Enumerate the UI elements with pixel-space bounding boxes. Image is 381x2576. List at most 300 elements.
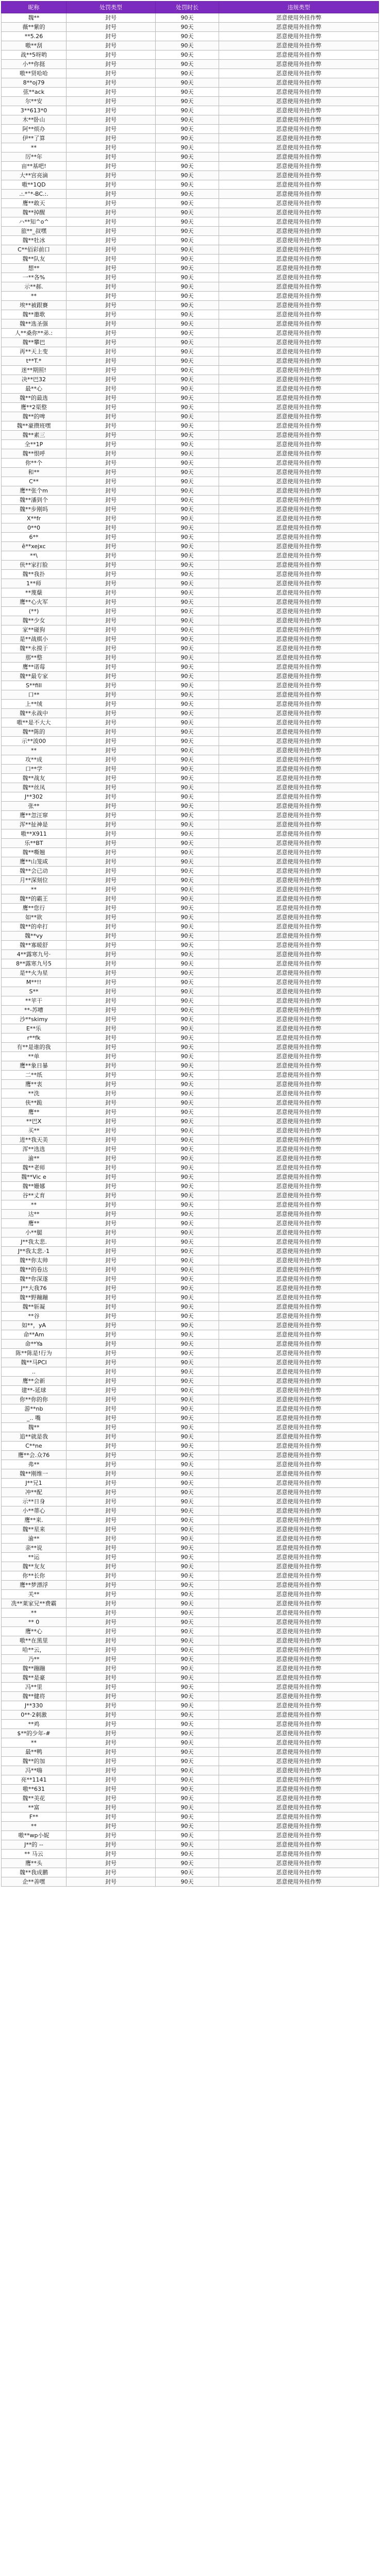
table-row <box>2 125 379 134</box>
cell-violation-type: 恶意使用外挂作弊 <box>219 542 379 551</box>
cell-violation-type: 恶意使用外挂作弊 <box>219 1553 379 1562</box>
cell-penalty-type: 封号 <box>67 681 156 690</box>
cell-penalty-type: 封号 <box>67 125 156 134</box>
cell-violation-type: 恶意使用外挂作弊 <box>219 765 379 774</box>
cell-penalty-duration: 90天 <box>156 60 219 69</box>
cell-violation-type: 恶意使用外挂作弊 <box>219 644 379 653</box>
cell-penalty-type: 封号 <box>67 1701 156 1710</box>
cell-penalty-type: 封号 <box>67 1080 156 1089</box>
cell-penalty-type: 封号 <box>67 1173 156 1182</box>
cell-nickname: 魏**的啤 <box>2 412 67 421</box>
table-row <box>2 1163 379 1173</box>
cell-penalty-type: 封号 <box>67 1033 156 1043</box>
cell-penalty-duration: 90天 <box>156 625 219 635</box>
cell-violation-type: 恶意使用外挂作弊 <box>219 1302 379 1312</box>
cell-penalty-duration: 90天 <box>156 1534 219 1544</box>
cell-penalty-type: 封号 <box>67 1525 156 1534</box>
cell-penalty-type: 封号 <box>67 1024 156 1033</box>
cell-nickname: 鹰**会.众76 <box>2 1451 67 1460</box>
cell-nickname: 口** <box>2 690 67 700</box>
cell-penalty-type: 封号 <box>67 913 156 922</box>
cell-penalty-type: 封号 <box>67 134 156 143</box>
cell-nickname: M**!! <box>2 978 67 987</box>
cell-penalty-duration: 90天 <box>156 1145 219 1154</box>
cell-penalty-duration: 90天 <box>156 1757 219 1766</box>
cell-penalty-type: 封号 <box>67 1089 156 1098</box>
cell-penalty-duration: 90天 <box>156 1738 219 1748</box>
cell-penalty-duration: 90天 <box>156 1015 219 1024</box>
cell-penalty-duration: 90天 <box>156 32 219 41</box>
cell-penalty-type: 封号 <box>67 106 156 115</box>
cell-penalty-type: 封号 <box>67 1386 156 1395</box>
table-row <box>2 1748 379 1757</box>
cell-violation-type: 恶意使用外挂作弊 <box>219 1766 379 1775</box>
cell-violation-type: 恶意使用外挂作弊 <box>219 1442 379 1451</box>
cell-penalty-duration: 90天 <box>156 1562 219 1571</box>
cell-violation-type: 恶意使用外挂作弊 <box>219 1748 379 1757</box>
cell-penalty-type: 封号 <box>67 922 156 931</box>
cell-nickname: 小**腿 <box>2 1228 67 1238</box>
cell-penalty-type: 封号 <box>67 1785 156 1794</box>
table-row <box>2 50 379 60</box>
cell-violation-type: 恶意使用外挂作弊 <box>219 1210 379 1219</box>
cell-violation-type: 恶意使用外挂作弊 <box>219 1033 379 1043</box>
cell-violation-type: 恶意使用外挂作弊 <box>219 672 379 681</box>
cell-nickname: J**330 <box>2 1701 67 1710</box>
cell-violation-type: 恶意使用外挂作弊 <box>219 403 379 412</box>
cell-nickname: J**我太悲.·1 <box>2 1247 67 1256</box>
cell-penalty-duration: 90天 <box>156 1191 219 1200</box>
cell-nickname: 迷**期照! <box>2 366 67 375</box>
table-row <box>2 421 379 431</box>
cell-violation-type: 恶意使用外挂作弊 <box>219 1729 379 1738</box>
cell-penalty-type: 封号 <box>67 746 156 755</box>
cell-violation-type: 恶意使用外挂作弊 <box>219 588 379 598</box>
cell-penalty-duration: 90天 <box>156 913 219 922</box>
table-row <box>2 1812 379 1822</box>
cell-penalty-type: 封号 <box>67 969 156 978</box>
cell-penalty-duration: 90天 <box>156 1377 219 1386</box>
cell-penalty-duration: 90天 <box>156 1720 219 1729</box>
cell-penalty-type: 封号 <box>67 1126 156 1136</box>
cell-penalty-type: 封号 <box>67 1284 156 1293</box>
cell-penalty-type: 封号 <box>67 292 156 301</box>
cell-violation-type: 恶意使用外挂作弊 <box>219 208 379 217</box>
table-row <box>2 996 379 1006</box>
table-row <box>2 1080 379 1089</box>
cell-penalty-type: 封号 <box>67 820 156 829</box>
cell-penalty-duration: 90天 <box>156 1460 219 1469</box>
table-row <box>2 217 379 227</box>
cell-penalty-type: 封号 <box>67 394 156 403</box>
cell-penalty-duration: 90天 <box>156 486 219 496</box>
cell-penalty-duration: 90天 <box>156 1571 219 1581</box>
table-row <box>2 616 379 625</box>
cell-penalty-duration: 90天 <box>156 106 219 115</box>
cell-nickname: J**302 <box>2 792 67 802</box>
cell-penalty-duration: 90天 <box>156 1414 219 1423</box>
table-row <box>2 1868 379 1877</box>
cell-penalty-duration: 90天 <box>156 162 219 171</box>
cell-nickname: 尔**安 <box>2 97 67 106</box>
cell-penalty-type: 封号 <box>67 41 156 50</box>
cell-penalty-type: 封号 <box>67 1822 156 1831</box>
cell-violation-type: 恶意使用外挂作弊 <box>219 1460 379 1469</box>
cell-violation-type: 恶意使用外挂作弊 <box>219 1775 379 1785</box>
table-row <box>2 329 379 338</box>
cell-penalty-duration: 90天 <box>156 1840 219 1850</box>
cell-penalty-type: 封号 <box>67 635 156 644</box>
table-row <box>2 227 379 236</box>
cell-nickname: 魏**的卷达 <box>2 1265 67 1275</box>
table-row <box>2 718 379 727</box>
table-row <box>2 1293 379 1302</box>
cell-penalty-duration: 90天 <box>156 1006 219 1015</box>
cell-violation-type: 恶意使用外挂作弊 <box>219 1247 379 1256</box>
cell-nickname: X**fr <box>2 514 67 523</box>
table-row <box>2 60 379 69</box>
header-row <box>2 2 379 13</box>
cell-penalty-duration: 90天 <box>156 1163 219 1173</box>
cell-nickname: 鹰**张个m <box>2 486 67 496</box>
cell-penalty-type: 封号 <box>67 987 156 996</box>
table-row <box>2 1608 379 1618</box>
cell-nickname: 陈**陈是!行为 <box>2 1349 67 1358</box>
table-row <box>2 1581 379 1590</box>
cell-violation-type: 恶意使用外挂作弊 <box>219 1404 379 1414</box>
cell-penalty-type: 封号 <box>67 217 156 227</box>
cell-nickname: 是**火为星 <box>2 969 67 978</box>
cell-violation-type: 恶意使用外挂作弊 <box>219 839 379 848</box>
cell-nickname: 魏**邀歌 <box>2 310 67 319</box>
cell-penalty-type: 封号 <box>67 1506 156 1516</box>
cell-violation-type: 恶意使用外挂作弊 <box>219 616 379 625</box>
cell-penalty-duration: 90天 <box>156 1775 219 1785</box>
cell-nickname: 魏**永战中 <box>2 709 67 718</box>
cell-penalty-type: 封号 <box>67 1571 156 1581</box>
cell-violation-type: 恶意使用外挂作弊 <box>219 635 379 644</box>
cell-violation-type: 恶意使用外挂作弊 <box>219 449 379 459</box>
cell-penalty-duration: 90天 <box>156 857 219 867</box>
cell-nickname: _.. 嘴 <box>2 1414 67 1423</box>
cell-penalty-type: 封号 <box>67 1219 156 1228</box>
cell-nickname: 侠**家打脸 <box>2 561 67 570</box>
cell-penalty-type: 封号 <box>67 737 156 746</box>
cell-penalty-type: 封号 <box>67 1163 156 1173</box>
cell-nickname: 哈**云， <box>2 1646 67 1655</box>
cell-penalty-type: 封号 <box>67 700 156 709</box>
table-row <box>2 570 379 579</box>
table-row <box>2 1117 379 1126</box>
table-row <box>2 1664 379 1673</box>
cell-penalty-duration: 90天 <box>156 273 219 282</box>
cell-violation-type: 恶意使用外挂作弊 <box>219 171 379 180</box>
cell-violation-type: 恶意使用外挂作弊 <box>219 477 379 486</box>
cell-penalty-type: 封号 <box>67 690 156 700</box>
table-row <box>2 1377 379 1386</box>
cell-penalty-type: 封号 <box>67 533 156 542</box>
cell-nickname: r**fk <box>2 1033 67 1043</box>
cell-penalty-duration: 90天 <box>156 811 219 820</box>
cell-nickname: J**的 -- <box>2 1840 67 1850</box>
cell-violation-type: 恶意使用外挂作弊 <box>219 273 379 282</box>
cell-nickname: 魏**友友 <box>2 1562 67 1571</box>
cell-penalty-duration: 90天 <box>156 1692 219 1701</box>
cell-nickname: J**我太悲. <box>2 1238 67 1247</box>
table-row <box>2 1071 379 1080</box>
cell-penalty-type: 封号 <box>67 329 156 338</box>
cell-nickname: ハ**知^o^ <box>2 217 67 227</box>
cell-penalty-duration: 90天 <box>156 1636 219 1646</box>
table-row <box>2 459 379 468</box>
cell-nickname: 最**心 <box>2 384 67 394</box>
cell-penalty-duration: 90天 <box>156 319 219 329</box>
cell-penalty-type: 封号 <box>67 1330 156 1340</box>
table-row <box>2 97 379 106</box>
cell-violation-type: 恶意使用外挂作弊 <box>219 468 379 477</box>
cell-violation-type: 恶意使用外挂作弊 <box>219 533 379 542</box>
cell-violation-type: 恶意使用外挂作弊 <box>219 1163 379 1173</box>
cell-violation-type: 恶意使用外挂作弊 <box>219 848 379 857</box>
cell-nickname: 进**我天美 <box>2 1136 67 1145</box>
cell-violation-type: 恶意使用外挂作弊 <box>219 1006 379 1015</box>
cell-nickname: ** <box>2 1608 67 1618</box>
cell-violation-type: 恶意使用外挂作弊 <box>219 1386 379 1395</box>
cell-penalty-type: 封号 <box>67 236 156 245</box>
cell-penalty-duration: 90天 <box>156 783 219 792</box>
cell-violation-type: 恶意使用外挂作弊 <box>219 1377 379 1386</box>
cell-violation-type: 恶意使用外挂作弊 <box>219 1534 379 1544</box>
cell-violation-type: 恶意使用外挂作弊 <box>219 421 379 431</box>
table-row <box>2 477 379 486</box>
cell-penalty-duration: 90天 <box>156 755 219 765</box>
table-row <box>2 681 379 690</box>
cell-violation-type: 恶意使用外挂作弊 <box>219 486 379 496</box>
cell-penalty-duration: 90天 <box>156 1117 219 1126</box>
cell-violation-type: 恶意使用外挂作弊 <box>219 236 379 245</box>
cell-violation-type: 恶意使用外挂作弊 <box>219 190 379 199</box>
table-row <box>2 1562 379 1571</box>
table-row <box>2 588 379 598</box>
cell-violation-type: 恶意使用外挂作弊 <box>219 264 379 273</box>
cell-nickname: 魏**掉醒 <box>2 208 67 217</box>
cell-violation-type: 恶意使用外挂作弊 <box>219 23 379 32</box>
cell-penalty-type: 封号 <box>67 468 156 477</box>
cell-violation-type: 恶意使用外挂作弊 <box>219 1590 379 1599</box>
cell-penalty-type: 封号 <box>67 1117 156 1126</box>
cell-nickname: 魏**我扑 <box>2 570 67 579</box>
cell-penalty-duration: 90天 <box>156 1516 219 1525</box>
cell-penalty-type: 封号 <box>67 1136 156 1145</box>
cell-penalty-duration: 90天 <box>156 1302 219 1312</box>
cell-penalty-duration: 90天 <box>156 412 219 421</box>
cell-violation-type: 恶意使用外挂作弊 <box>219 523 379 533</box>
cell-penalty-duration: 90天 <box>156 1293 219 1302</box>
table-row <box>2 1479 379 1488</box>
cell-nickname: .:.*°*-BC.:. <box>2 190 67 199</box>
cell-penalty-type: 封号 <box>67 1395 156 1404</box>
cell-penalty-duration: 90天 <box>156 1599 219 1608</box>
cell-penalty-duration: 90天 <box>156 1488 219 1497</box>
cell-penalty-type: 封号 <box>67 1404 156 1414</box>
cell-nickname: 6** <box>2 533 67 542</box>
cell-violation-type: 恶意使用外挂作弊 <box>219 811 379 820</box>
cell-penalty-duration: 90天 <box>156 301 219 310</box>
table-row <box>2 357 379 366</box>
cell-nickname: 嗷**在黑里 <box>2 1636 67 1646</box>
table-row <box>2 1367 379 1377</box>
cell-penalty-duration: 90天 <box>156 579 219 588</box>
cell-nickname: 木**卧山 <box>2 115 67 125</box>
cell-penalty-duration: 90天 <box>156 802 219 811</box>
cell-penalty-type: 封号 <box>67 848 156 857</box>
table-row <box>2 1238 379 1247</box>
cell-violation-type: 恶意使用外挂作弊 <box>219 1275 379 1284</box>
cell-penalty-type: 封号 <box>67 1720 156 1729</box>
cell-penalty-type: 封号 <box>67 115 156 125</box>
cell-violation-type: 恶意使用外挂作弊 <box>219 13 379 23</box>
cell-penalty-type: 封号 <box>67 1497 156 1506</box>
cell-nickname: **鸡 <box>2 1720 67 1729</box>
cell-penalty-type: 封号 <box>67 996 156 1006</box>
cell-nickname: 魏**vy <box>2 931 67 941</box>
cell-penalty-duration: 90天 <box>156 1404 219 1414</box>
cell-violation-type: 恶意使用外挂作弊 <box>219 1173 379 1182</box>
table-row <box>2 885 379 894</box>
cell-penalty-type: 封号 <box>67 514 156 523</box>
cell-penalty-duration: 90天 <box>156 1395 219 1404</box>
cell-nickname: .. <box>2 1367 67 1377</box>
table-row <box>2 1831 379 1840</box>
table-row <box>2 653 379 663</box>
cell-penalty-type: 封号 <box>67 1432 156 1442</box>
cell-nickname: 决**巴32 <box>2 375 67 384</box>
table-row <box>2 1757 379 1766</box>
cell-nickname: 魏**马PCI <box>2 1358 67 1367</box>
cell-penalty-type: 封号 <box>67 1061 156 1071</box>
cell-violation-type: 恶意使用外挂作弊 <box>219 1154 379 1163</box>
cell-nickname: 谷**丈育 <box>2 1191 67 1200</box>
cell-penalty-duration: 90天 <box>156 459 219 468</box>
cell-penalty-type: 封号 <box>67 941 156 950</box>
cell-penalty-type: 封号 <box>67 1488 156 1497</box>
cell-penalty-duration: 90天 <box>156 134 219 143</box>
cell-nickname: 渝** <box>2 1534 67 1544</box>
table-row <box>2 1173 379 1182</box>
cell-penalty-type: 封号 <box>67 1479 156 1488</box>
cell-violation-type: 恶意使用外挂作弊 <box>219 1506 379 1516</box>
table-row <box>2 1840 379 1850</box>
cell-penalty-duration: 90天 <box>156 23 219 32</box>
cell-penalty-duration: 90天 <box>156 1544 219 1553</box>
cell-nickname: 0**·2刺激 <box>2 1710 67 1720</box>
table-row <box>2 1349 379 1358</box>
cell-nickname: 嗷**wp小妮 <box>2 1831 67 1840</box>
cell-penalty-duration: 90天 <box>156 765 219 774</box>
cell-penalty-duration: 90天 <box>156 1673 219 1683</box>
cell-penalty-type: 封号 <box>67 727 156 737</box>
cell-penalty-duration: 90天 <box>156 1312 219 1321</box>
table-row <box>2 978 379 987</box>
table-row <box>2 774 379 783</box>
cell-nickname: 鹰**梦漂浮 <box>2 1581 67 1590</box>
table-row <box>2 1358 379 1367</box>
cell-penalty-type: 封号 <box>67 1265 156 1275</box>
cell-penalty-duration: 90天 <box>156 1386 219 1395</box>
cell-penalty-type: 封号 <box>67 774 156 783</box>
cell-nickname: 你**你的你 <box>2 1395 67 1404</box>
cell-violation-type: 恶意使用外挂作弊 <box>219 1469 379 1479</box>
cell-nickname: **单 <box>2 1052 67 1061</box>
cell-nickname: 示**郝. <box>2 282 67 292</box>
table-row <box>2 820 379 829</box>
cell-penalty-type: 封号 <box>67 950 156 959</box>
cell-nickname: 一**各% <box>2 273 67 282</box>
cell-nickname: 嗷**刮 <box>2 41 67 50</box>
cell-penalty-type: 封号 <box>67 1748 156 1757</box>
cell-violation-type: 恶意使用外挂作弊 <box>219 1432 379 1442</box>
cell-nickname: 魏**我成鹏 <box>2 1868 67 1877</box>
cell-penalty-duration: 90天 <box>156 1794 219 1803</box>
table-row <box>2 894 379 904</box>
cell-penalty-type: 封号 <box>67 839 156 848</box>
cell-penalty-type: 封号 <box>67 653 156 663</box>
cell-penalty-type: 封号 <box>67 1414 156 1423</box>
cell-nickname: 冲**配 <box>2 1488 67 1497</box>
cell-penalty-type: 封号 <box>67 1655 156 1664</box>
cell-nickname: 魏**的霸王 <box>2 894 67 904</box>
cell-penalty-type: 封号 <box>67 431 156 440</box>
cell-violation-type: 恶意使用外挂作弊 <box>219 663 379 672</box>
cell-penalty-duration: 90天 <box>156 737 219 746</box>
table-row <box>2 690 379 700</box>
cell-nickname: S** <box>2 987 67 996</box>
cell-violation-type: 恶意使用外挂作弊 <box>219 292 379 301</box>
table-row <box>2 1284 379 1293</box>
cell-penalty-type: 封号 <box>67 570 156 579</box>
cell-penalty-duration: 90天 <box>156 1061 219 1071</box>
cell-nickname: $**的少年-# <box>2 1729 67 1738</box>
cell-penalty-type: 封号 <box>67 347 156 357</box>
table-row <box>2 931 379 941</box>
cell-violation-type: 恶意使用外挂作弊 <box>219 1599 379 1608</box>
table-row <box>2 959 379 969</box>
cell-penalty-duration: 90天 <box>156 588 219 598</box>
cell-nickname: 企**善嘿 <box>2 1877 67 1887</box>
cell-violation-type: 恶意使用外挂作弊 <box>219 1395 379 1404</box>
cell-penalty-type: 封号 <box>67 783 156 792</box>
cell-violation-type: 恶意使用外挂作弊 <box>219 1228 379 1238</box>
cell-penalty-type: 封号 <box>67 1636 156 1646</box>
cell-violation-type: 恶意使用外挂作弊 <box>219 1451 379 1460</box>
table-row <box>2 366 379 375</box>
cell-nickname: 鹰**会新 <box>2 1377 67 1386</box>
cell-penalty-type: 封号 <box>67 1043 156 1052</box>
cell-nickname: ** <box>2 1738 67 1748</box>
table-row <box>2 783 379 792</box>
table-row <box>2 319 379 329</box>
table-row <box>2 1386 379 1395</box>
cell-nickname: 鹰**心火军 <box>2 598 67 607</box>
cell-violation-type: 恶意使用外挂作弊 <box>219 1423 379 1432</box>
cell-violation-type: 恶意使用外挂作弊 <box>219 329 379 338</box>
table-row <box>2 449 379 459</box>
cell-penalty-type: 封号 <box>67 1367 156 1377</box>
table-row <box>2 737 379 746</box>
cell-nickname: 冼**莱家兄**费霸 <box>2 1599 67 1608</box>
cell-violation-type: 恶意使用外挂作弊 <box>219 1098 379 1108</box>
cell-nickname: **5.26 <box>2 32 67 41</box>
